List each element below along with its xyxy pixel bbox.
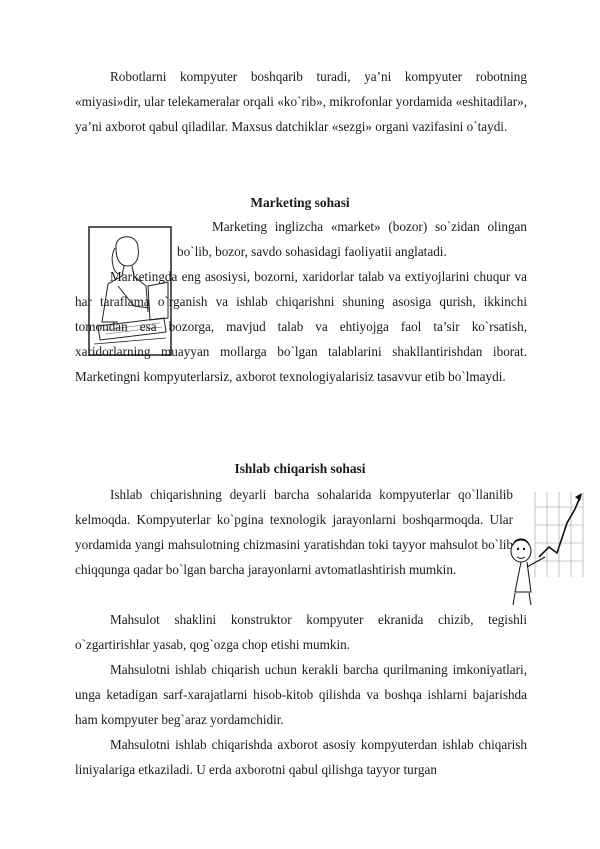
production-heading: Ishlab chiqarish sohasi [234,461,366,476]
production-paragraph-4: Mahsulotni ishlab chiqarishda axborot asosiy kompyuterdan ishlab chiqarish liniyalariga etkaziladi. U erda axborotni qabul qilishga tayyor turgan [75,737,527,777]
intro-section [75,64,527,139]
presenter-with-chart-illustration [505,487,585,607]
production-paragraphs-block [75,607,527,782]
production-paragraph-1: Ishlab chiqarishning deyarli barcha sohalarida kompyuterlar qo`llanilib kelmoqda. Kompyuterlar ko`pgina texnologik jarayonlarni boshqarmoqda. Ular yordamida yangi mahsulotning chizmasini yaratishdan toki tayyor mahsulot bo`lib chiqqunga qadar bo`lgan barcha jarayonlarni avtomatlashtirish mumkin. [75,487,513,577]
production-paragraph-3: Mahsulotni ishlab chiqarish uchun kerakli barcha qurilmaning imkoniyatlari, unga ketadigan sarf-xarajatlarni hisob-kitob qilishda va boshqa ishlarni bajarishda ham kompyuter beg`araz yordamchidir. [75,662,527,727]
marketing-paragraph-2-block [75,264,527,389]
marketing-paragraph-1-block [177,214,527,264]
marketing-heading: Marketing sohasi [250,195,350,210]
production-paragraph-1-block [75,482,513,582]
presenter-chart-icon [505,487,585,607]
production-paragraph-2: Mahsulot shaklini konstruktor kompyuter ekranida chizib, tegishli o`zgartirishlar yasab, qog`ozga chop etishi mumkin. [75,612,527,652]
marketing-paragraph-2: Marketingda eng asosiysi, bozorni, xaridorlar talab va extiyojlarini chuqur va har taraflama o`rganish va ishlab chiqarishni shuning asosiga qurish, ikkinchi tomondan esa bozorga, mavjud talab va ehtiyojga faol ta’sir ko`rsatish, xaridorlarning muayyan mollarga bo`lgan talablarini shakllantirishdan iborat. Marketingni kompyuterlarsiz, axborot texnologiyalarisiz tasavvur etib bo`lmaydi. [75,269,527,384]
marketing-paragraph-1: Marketing inglizcha «market» (bozor) so`zidan olingan bo`lib, bozor, savdo sohasidagi faoliyatii anglatadi. [177,219,527,259]
intro-paragraph: Robotlarni kompyuter boshqarib turadi, ya’ni kompyuter robotning «miyasi»dir, ular telekameralar orqali «ko`rib», mikrofonlar yordamida «eshitadilar», ya’ni axborot qabul qiladilar. Maxsus datchiklar «sezgi» organi vazifasini o`taydi. [75,69,527,134]
